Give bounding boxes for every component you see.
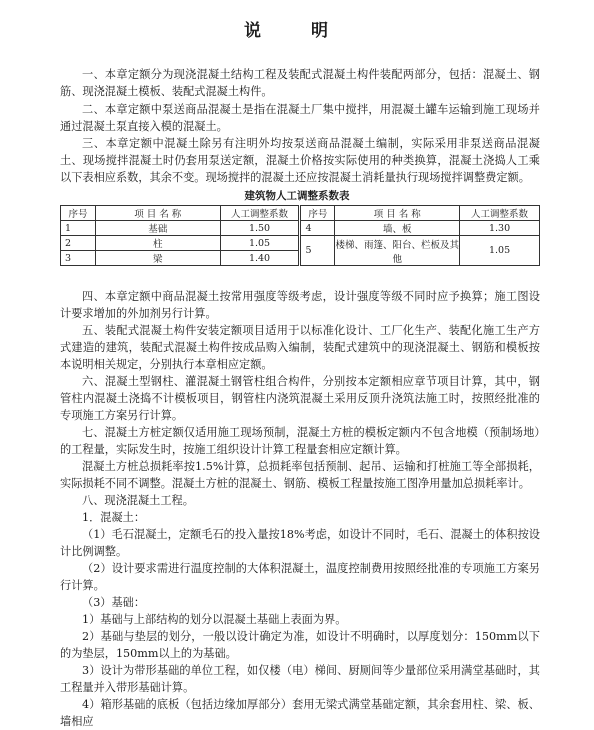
row-coef-right: 1.05 [460,236,540,266]
header-seq-right: 序号 [300,206,335,221]
row-seq: 2 [61,236,96,251]
item-mass-concrete: （2）设计要求需进行温度控制的大体积混凝土，温度控制费用按照经批准的专项施工方案另行计算。 [60,562,540,592]
row-seq: 1 [61,221,96,236]
paragraph-4: 四、本章定额中商品混凝土按常用强度等级考虑，设计强度等级不同时应予换算；施工图设计要求增加的外加剂另行计算。 [60,290,540,320]
row-name: 梁 [95,251,220,266]
paragraph-3: 三、本章定额中混凝土除另有注明外均按泵送商品混凝土编制，实际采用非泵送商品混凝土、现场搅拌混凝土时仍套用泵送定额，混凝土价格按实际使用的种类换算，混凝土浇捣人工乘以下表相应系数，其余不变。现场搅拌的混凝土还应按混凝土消耗量执行现场搅拌调整费定额。 [60,137,540,184]
item-foundation: （3）基础： [82,596,146,609]
foundation-rule-1: 1）基础与上部结构的划分以混凝土基础上表面为界。 [82,613,347,626]
paragraph-5: 五、装配式混凝土构件安装定额项目适用于以标准化设计、工厂化生产、装配化施工生产方式建造的建筑，装配式混凝土构件按成品购入编制，装配式建筑中的现浇混凝土、钢筋和模板按本说明相关规定，分别执行本章相应定额。 [60,324,540,371]
paragraph-8: 混凝土方桩总损耗率按1.5%计算，总损耗率包括预制、起吊、运输和打桩施工等全部损耗，实际损耗不同不调整。混凝土方桩的混凝土、钢筋、模板工程量按施工图净用量加总损耗率计。 [60,460,540,490]
row-coef-right: 1.30 [460,221,540,236]
header-coef: 人工调整系数 [220,206,300,221]
paragraph-7: 七、混凝土方桩定额仅适用施工现场预制，混凝土方桩的模板定额内不包含地模（预制场地）的工程量，实际发生时，按施工组织设计计算工程量套相应定额计算。 [60,426,540,456]
row-name-right: 墙、板 [335,221,460,236]
table-caption: 建筑物人工调整系数表 [244,190,350,202]
row-coef: 1.40 [220,251,300,266]
row-coef: 1.50 [220,221,300,236]
row-name-right: 楼梯、雨篷、阳台、栏板及其他 [335,236,460,266]
table-row [61,236,540,251]
foundation-rule-3: 3）设计为带形基础的单位工程，如仅楼（电）梯间、厨厕间等少量部位采用满堂基础时，其工程量并入带形基础计算。 [60,664,540,694]
row-seq: 3 [61,251,96,266]
paragraph-2: 二、本章定额中泵送商品混凝土是指在混凝土厂集中搅拌，用混凝土罐车运输到施工现场并通过混凝土泵直接入模的混凝土。 [60,103,540,133]
paragraph-1: 一、本章定额分为现浇混凝土结构工程及装配式混凝土构件装配两部分，包括：混凝土、钢筋、现浇混凝土模板、装配式混凝土构件。 [60,68,540,98]
labor-coefficient-table [60,205,540,266]
row-coef: 1.05 [220,236,300,251]
item-rubble-concrete: （1）毛石混凝土，定额毛石的投入量按18%考虑，如设计不同时，毛石、混凝土的体积按设计比例调整。 [60,528,540,558]
row-seq-right: 5 [300,236,335,266]
section-heading-8: 八、现浇混凝土工程。 [82,494,194,507]
row-seq-right: 4 [300,221,335,236]
paragraph-6: 六、混凝土型钢柱、灌混凝土钢管柱组合构件，分别按本定额相应章节项目计算，其中，钢管柱内混凝土浇捣不计模板项目，钢管柱内浇筑混凝土采用反顶升浇筑法施工时，按照经批准的专项施工方案另行计算。 [60,375,540,422]
header-name: 项 目 名 称 [95,206,220,221]
header-seq: 序号 [61,206,96,221]
foundation-rule-2: 2）基础与垫层的划分，一般以设计确定为准，如设计不明确时，以厚度划分：150mm以下的为垫层，150mm以上的为基础。 [60,630,540,660]
subsection-concrete: 1．混凝土： [82,511,146,524]
table-header-row [61,206,540,221]
row-name: 基础 [95,221,220,236]
page-title: 说 明 [244,21,350,41]
header-coef-right: 人工调整系数 [460,206,540,221]
header-name-right: 项 目 名 称 [335,206,460,221]
row-name: 柱 [95,236,220,251]
table-row [61,221,540,236]
foundation-rule-4: 4）箱形基础的底板（包括边缘加厚部分）套用无梁式满堂基础定额，其余套用柱、梁、板、墙相应 [60,698,540,728]
